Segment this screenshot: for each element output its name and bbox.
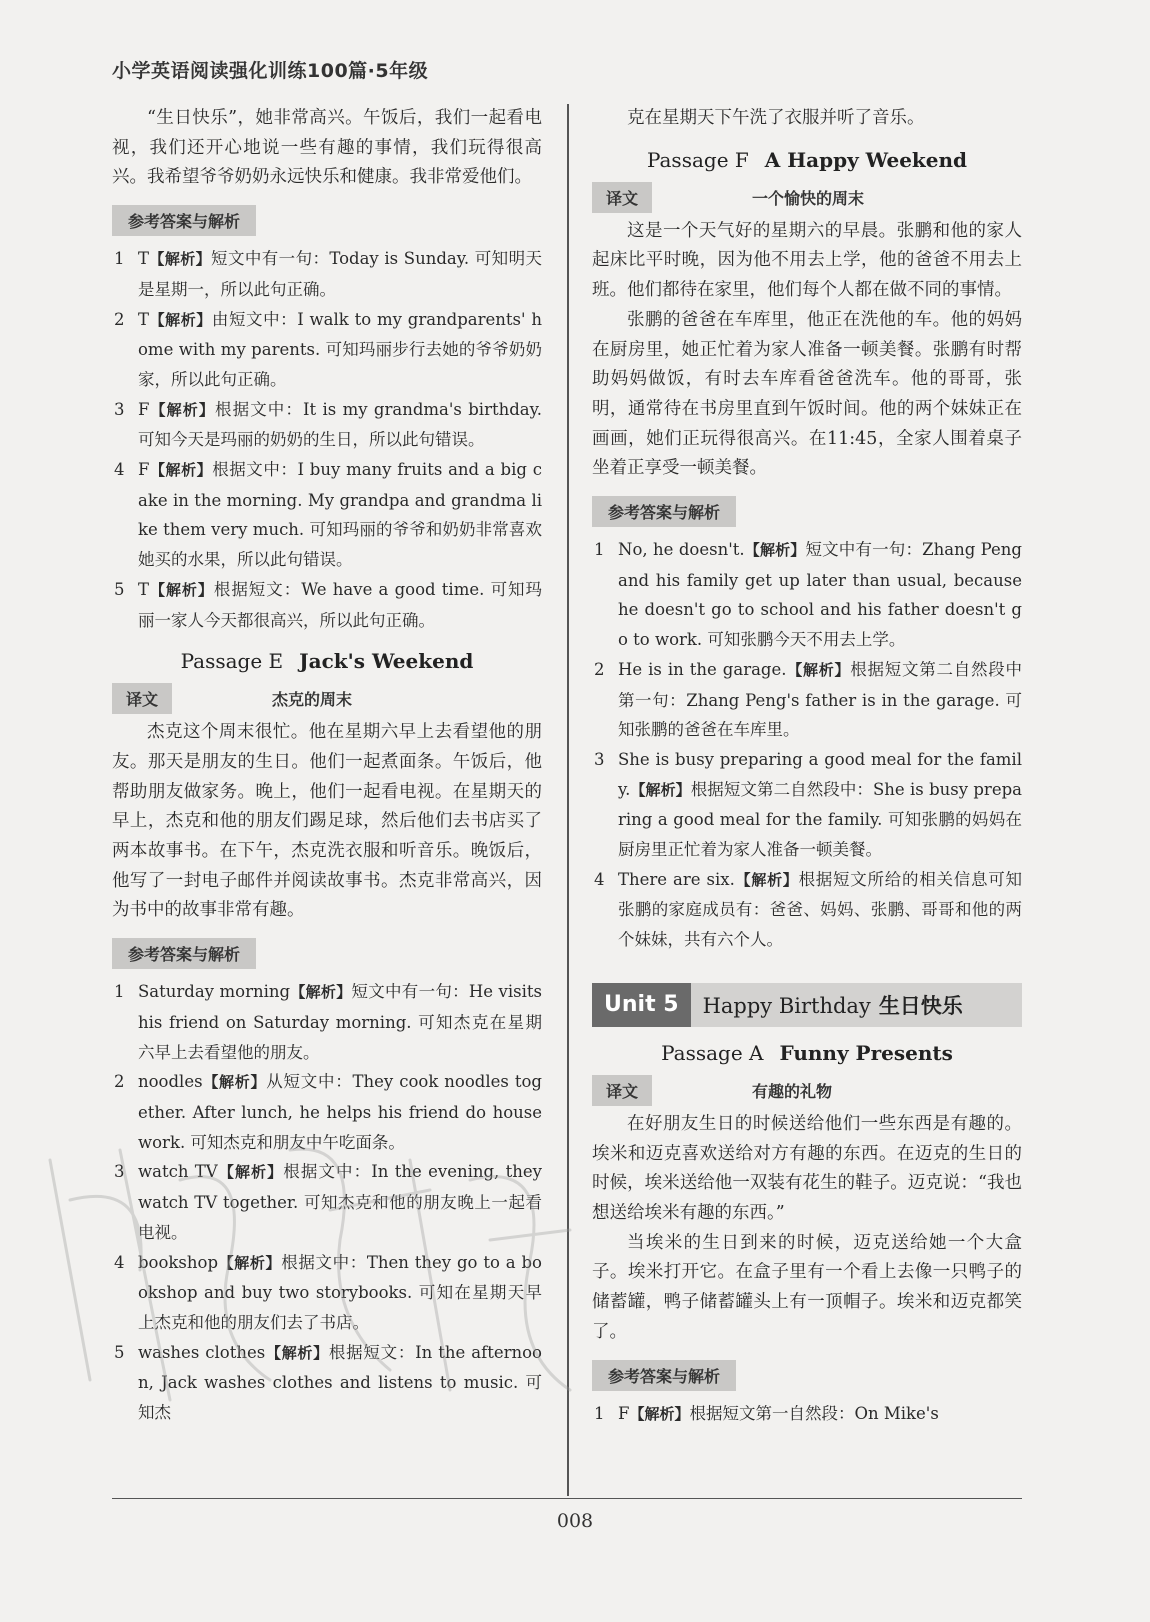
answer-text: 根据短文：We have a good time. 可知玛丽一家人今天都很高兴，所以此句正确。 <box>138 579 542 630</box>
answer-lead: T <box>138 579 150 599</box>
passage-f-heading <box>592 148 1022 172</box>
answer-number: 1 <box>114 249 125 269</box>
answer-text: 根据短文：In the afternoon, Jack washes clothes and listens to music. 可知杰 <box>138 1342 542 1423</box>
answers-label-d: 参考答案与解析 <box>112 205 256 236</box>
analysis-tag: 【解析】 <box>149 250 212 269</box>
answer-lead: bookshop <box>138 1252 219 1272</box>
translation-row-f <box>592 182 1022 213</box>
analysis-tag: 【解析】 <box>149 580 214 599</box>
answer-lead: noodles <box>138 1072 203 1092</box>
unit-banner <box>592 983 1022 1027</box>
translation-title-e: 杰克的周末 <box>272 690 353 710</box>
translation-row-a <box>592 1075 1022 1106</box>
answer-lead: T <box>138 249 150 269</box>
translation-a-para-1: 在好朋友生日的时候送给他们一些东西是有趣的。埃米和迈克喜欢送给对方有趣的东西。在迈克的生日的时候，埃米送给他一双装有花生的鞋子。迈克说：“我也想送给埃米有趣的东西。” <box>592 1113 1022 1223</box>
continued-paragraph: 克在星期天下午洗了衣服并听了音乐。 <box>627 108 925 128</box>
unit-title <box>703 990 963 1020</box>
translation-f-para-1: 这是一个天气好的星期六的早晨。张鹏和他的家人起床比平时晚，因为他不用去上学，他的爸爸不用去上班。他们都待在家里，他们每个人都在做不同的事情。 <box>592 220 1022 301</box>
translation-label-f: 译文 <box>592 182 652 213</box>
analysis-tag: 【解析】 <box>734 870 799 889</box>
analysis-tag: 【解析】 <box>290 983 352 1002</box>
answers-label-e: 参考答案与解析 <box>112 938 256 969</box>
unit-label: Unit 5 <box>592 983 691 1027</box>
answer-item <box>592 745 1022 865</box>
passage-e-prefix: Passage E <box>180 649 284 674</box>
answer-lead: F <box>618 1403 630 1423</box>
translation-label-e: 译文 <box>112 683 172 714</box>
analysis-tag: 【解析】 <box>744 541 806 560</box>
answer-number: 4 <box>114 1252 125 1272</box>
answer-number: 1 <box>594 540 605 560</box>
answer-number: 3 <box>594 749 605 769</box>
answers-label-f: 参考答案与解析 <box>592 496 736 527</box>
answer-lead: watch TV <box>138 1162 218 1182</box>
page-number: 008 <box>556 1510 594 1532</box>
passage-a-heading <box>592 1041 1022 1065</box>
analysis-tag: 【解析】 <box>149 310 212 329</box>
answer-item <box>112 575 542 635</box>
passage-a-prefix: Passage A <box>661 1040 764 1065</box>
unit-title-en: Happy Birthday <box>702 993 871 1018</box>
answer-text: 根据文中：It is my grandma's birthday. 可知今天是玛丽的奶奶的生日，所以此句错误。 <box>138 399 542 450</box>
answer-item <box>112 1338 542 1428</box>
answer-item <box>112 1067 542 1157</box>
answer-number: 2 <box>114 309 125 329</box>
analysis-tag: 【解析】 <box>630 780 691 799</box>
answer-number: 3 <box>114 399 125 419</box>
answers-list-a <box>592 1399 1022 1430</box>
answer-item <box>112 244 542 304</box>
answer-number: 2 <box>594 659 605 679</box>
answer-lead: F <box>138 399 150 419</box>
answer-text: 短文中有一句：He visits his friend on Saturday morning. 可知杰克在星期六早上去看望他的朋友。 <box>138 982 542 1062</box>
translation-body-e: 杰克这个周末很忙。他在星期六早上去看望他的朋友。那天是朋友的生日。他们一起煮面条。午饭后，他帮助朋友做家务。晚上，他们一起看电视。在星期天的早上，杰克和他的朋友们踢足球，然后他们去书店买了两本故事书。在下午，杰克洗衣服和听音乐。晚饭后，他写了一封电子邮件并阅读故事书。杰克非常高兴，因为书中的故事非常有趣。 <box>112 722 542 921</box>
passage-e-heading <box>112 649 542 673</box>
answers-list-e <box>112 977 542 1428</box>
analysis-tag: 【解析】 <box>149 400 215 419</box>
answers-label-a: 参考答案与解析 <box>592 1360 736 1391</box>
answer-text: 根据短文第二自然段中第一句：Zhang Peng's father is in the garage. 可知张鹏的爸爸在车库里。 <box>618 659 1022 740</box>
analysis-tag: 【解析】 <box>217 1163 284 1182</box>
analysis-tag: 【解析】 <box>149 461 213 480</box>
answer-number: 3 <box>114 1162 125 1182</box>
passage-a-title: Funny Presents <box>779 1040 953 1065</box>
answer-number: 5 <box>114 579 125 599</box>
analysis-tag: 【解析】 <box>629 1404 690 1423</box>
answer-lead: She is busy preparing a good meal for the family. <box>618 749 1022 799</box>
answer-text: 根据短文第二自然段中：She is busy preparing a good meal for the family. 可知张鹏的妈妈在厨房里正忙着为家人准备一顿美餐。 <box>618 779 1022 860</box>
answer-item <box>592 865 1022 955</box>
passage-f-prefix: Passage F <box>646 147 749 172</box>
answer-number: 1 <box>594 1403 605 1423</box>
answer-lead: washes clothes <box>138 1342 266 1362</box>
answer-number: 1 <box>114 982 125 1002</box>
left-column <box>112 104 542 1430</box>
footer-rule <box>112 1498 1022 1499</box>
answer-item <box>592 1399 1022 1430</box>
answer-item <box>112 1248 542 1338</box>
translation-title-a: 有趣的礼物 <box>752 1081 833 1101</box>
answer-text: 从短文中：They cook noodles together. After lunch, he helps his friend do housework. 可知杰克和朋友中午吃面条。 <box>138 1072 542 1152</box>
answer-item <box>112 395 542 455</box>
answer-item <box>112 977 542 1067</box>
answer-text: 由短文中：I walk to my grandparents' home with my parents. 可知玛丽步行去她的爷爷奶奶家，所以此句正确。 <box>138 309 542 389</box>
answer-text: 短文中有一句：Zhang Peng and his family get up later than usual, because he doesn't go to school and his father doesn't go to work. 可知张鹏今天不用去上学。 <box>618 540 1022 650</box>
translation-title-f: 一个愉快的周末 <box>752 188 865 208</box>
analysis-tag: 【解析】 <box>202 1073 267 1092</box>
answer-lead: No, he doesn't. <box>618 540 745 560</box>
answer-lead: Saturday morning <box>138 982 291 1002</box>
answer-item <box>592 655 1022 745</box>
answer-text: 根据文中：I buy many fruits and a big cake in the morning. My grandpa and grandma like them very much. 可知玛丽的爷爷和奶奶非常喜欢她买的水果，所以此句错误。 <box>138 460 542 570</box>
answer-item <box>112 305 542 395</box>
answer-number: 4 <box>594 869 605 889</box>
answer-number: 4 <box>114 460 125 480</box>
answer-lead: He is in the garage. <box>618 659 787 679</box>
answer-lead: T <box>138 309 150 329</box>
book-title: 小学英语阅读强化训练100篇·5年级 <box>112 60 429 82</box>
column-divider <box>567 104 569 1496</box>
right-column <box>592 104 1022 1431</box>
answer-number: 5 <box>114 1342 125 1362</box>
answer-text: 根据文中：In the evening, they watch TV together. 可知杰克和他的朋友晚上一起看电视。 <box>138 1162 542 1242</box>
answers-list-d <box>112 244 542 635</box>
answer-text: 根据短文所给的相关信息可知张鹏的家庭成员有：爸爸、妈妈、张鹏、哥哥和他的两个妹妹，共有六个人。 <box>618 869 1023 950</box>
answer-item <box>112 455 542 575</box>
answer-item <box>592 535 1022 655</box>
answer-lead: There are six. <box>618 869 735 889</box>
answer-text: 根据文中：Then they go to a bookshop and buy two storybooks. 可知在星期天早上杰克和他的朋友们去了书店。 <box>138 1252 542 1332</box>
intro-paragraph: “生日快乐”，她非常高兴。午饭后，我们一起看电视，我们还开心地说一些有趣的事情，我们玩得很高兴。我希望爷爷奶奶永远快乐和健康。我非常爱他们。 <box>112 108 542 188</box>
analysis-tag: 【解析】 <box>786 660 851 679</box>
translation-f-para-2: 张鹏的爸爸在车库里，他正在洗他的车。他的妈妈在厨房里，她正忙着为家人准备一顿美餐。张鹏有时帮助妈妈做饭，有时去车库看爸爸洗车。他的哥哥，张明，通常待在书房里直到午饭时间。他的两个妹妹正在画画，她们正玩得很高兴。在11:45，全家人围着桌子坐着正享受一顿美餐。 <box>592 309 1022 479</box>
answer-text: 根据短文第一自然段：On Mike's <box>689 1403 939 1423</box>
passage-e-title: Jack's Weekend <box>299 649 474 674</box>
analysis-tag: 【解析】 <box>218 1253 282 1272</box>
answer-text: 短文中有一句：Today is Sunday. 可知明天是星期一，所以此句正确。 <box>138 249 542 299</box>
unit-title-cn: 生日快乐 <box>878 993 963 1018</box>
answers-list-f <box>592 535 1022 955</box>
answer-item <box>112 1157 542 1247</box>
answer-lead: F <box>138 460 150 480</box>
translation-label-a: 译文 <box>592 1075 652 1106</box>
passage-f-title: A Happy Weekend <box>764 147 968 172</box>
translation-a-para-2: 当埃米的生日到来的时候，迈克送给她一个大盒子。埃米打开它。在盒子里有一个看上去像一只鸭子的储蓄罐，鸭子储蓄罐头上有一顶帽子。埃米和迈克都笑了。 <box>592 1232 1022 1342</box>
translation-row-e <box>112 683 542 714</box>
analysis-tag: 【解析】 <box>265 1343 329 1362</box>
answer-number: 2 <box>114 1072 125 1092</box>
